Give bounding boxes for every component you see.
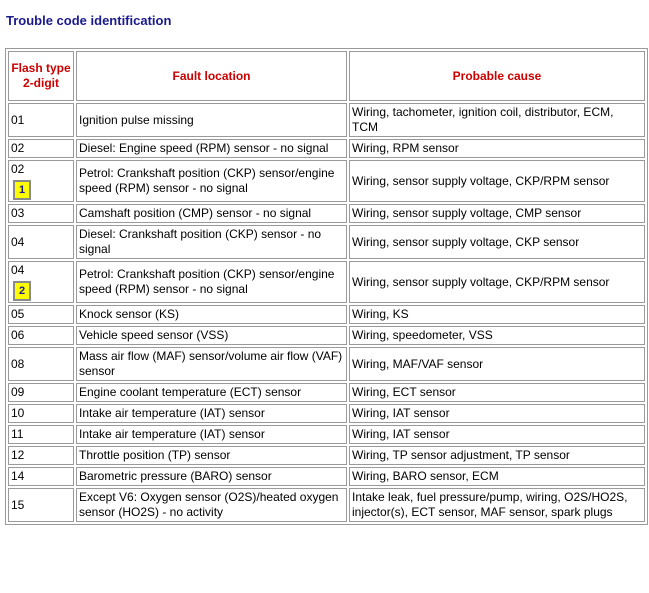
header-probable-cause: Probable cause	[349, 51, 645, 101]
flash-code: 10	[11, 406, 25, 420]
table-row	[8, 383, 645, 402]
probable-cause-cell: Wiring, sensor supply voltage, CKP/RPM sensor	[349, 160, 645, 202]
probable-cause-cell: Wiring, tachometer, ignition coil, distributor, ECM, TCM	[349, 103, 645, 137]
flash-code: 14	[11, 469, 25, 483]
header-flash-type: Flash type 2-digit	[8, 51, 74, 101]
flash-code-cell	[8, 225, 74, 259]
table-row	[8, 446, 645, 465]
table-row	[8, 160, 645, 202]
probable-cause-cell: Wiring, ECT sensor	[349, 383, 645, 402]
flash-code: 06	[11, 328, 25, 342]
table-row	[8, 103, 645, 137]
fault-location-cell: Throttle position (TP) sensor	[76, 446, 347, 465]
table-header-row	[8, 51, 645, 101]
table-row	[8, 488, 645, 522]
flash-code-cell	[8, 103, 74, 137]
table-row	[8, 425, 645, 444]
flash-code: 05	[11, 307, 25, 321]
flash-code: 11	[11, 427, 24, 441]
fault-location-cell: Except V6: Oxygen sensor (O2S)/heated oxygen sensor (HO2S) - no activity	[76, 488, 347, 522]
table-row	[8, 225, 645, 259]
fault-location-cell: Diesel: Engine speed (RPM) sensor - no signal	[76, 139, 347, 158]
flash-code: 04	[11, 263, 25, 277]
probable-cause-cell: Wiring, IAT sensor	[349, 425, 645, 444]
fault-location-cell: Camshaft position (CMP) sensor - no signal	[76, 204, 347, 223]
probable-cause-cell: Wiring, KS	[349, 305, 645, 324]
page-title: Trouble code identification	[6, 13, 172, 28]
fault-location-cell: Barometric pressure (BARO) sensor	[76, 467, 347, 486]
flash-code-cell	[8, 467, 74, 486]
flash-code: 02	[11, 162, 25, 176]
flash-code: 09	[11, 385, 25, 399]
probable-cause-cell: Intake leak, fuel pressure/pump, wiring, O2S/HO2S, injector(s), ECT sensor, MAF sensor, spark plugs	[349, 488, 645, 522]
flash-code: 03	[11, 206, 25, 220]
flash-code-cell	[8, 347, 74, 381]
flash-code-cell	[8, 261, 74, 303]
flash-code: 04	[11, 234, 25, 249]
flash-code-cell	[8, 425, 74, 444]
table-row	[8, 261, 645, 303]
table-row	[8, 305, 645, 324]
table-row	[8, 404, 645, 423]
probable-cause-cell: Wiring, RPM sensor	[349, 139, 645, 158]
probable-cause-cell: Wiring, MAF/VAF sensor	[349, 347, 645, 381]
table-row	[8, 139, 645, 158]
probable-cause-cell: Wiring, sensor supply voltage, CMP sensor	[349, 204, 645, 223]
flash-code: 15	[11, 497, 25, 512]
footnote-marker-link[interactable]: 2	[13, 281, 31, 301]
flash-code: 12	[11, 448, 25, 462]
probable-cause-cell: Wiring, speedometer, VSS	[349, 326, 645, 345]
fault-location-cell: Knock sensor (KS)	[76, 305, 347, 324]
fault-location-cell: Intake air temperature (IAT) sensor	[76, 404, 347, 423]
probable-cause-cell: Wiring, IAT sensor	[349, 404, 645, 423]
fault-location-cell: Mass air flow (MAF) sensor/volume air flow (VAF) sensor	[76, 347, 347, 381]
flash-code-cell	[8, 139, 74, 158]
footnote-marker-link[interactable]: 1	[13, 180, 31, 200]
table-row	[8, 347, 645, 381]
probable-cause-cell: Wiring, BARO sensor, ECM	[349, 467, 645, 486]
probable-cause-cell: Wiring, sensor supply voltage, CKP sensor	[349, 225, 645, 259]
flash-code: 02	[11, 141, 25, 155]
table-row	[8, 204, 645, 223]
fault-location-cell: Petrol: Crankshaft position (CKP) sensor/engine speed (RPM) sensor - no signal	[76, 160, 347, 202]
header-fault-location: Fault location	[76, 51, 347, 101]
flash-code: 08	[11, 356, 25, 371]
fault-location-cell: Ignition pulse missing	[76, 103, 347, 137]
table-row	[8, 467, 645, 486]
flash-code-cell	[8, 160, 74, 202]
fault-location-cell: Diesel: Crankshaft position (CKP) sensor - no signal	[76, 225, 347, 259]
flash-code-cell	[8, 446, 74, 465]
probable-cause-cell: Wiring, TP sensor adjustment, TP sensor	[349, 446, 645, 465]
fault-location-cell: Intake air temperature (IAT) sensor	[76, 425, 347, 444]
probable-cause-cell: Wiring, sensor supply voltage, CKP/RPM sensor	[349, 261, 645, 303]
flash-code-cell	[8, 326, 74, 345]
fault-location-cell: Vehicle speed sensor (VSS)	[76, 326, 347, 345]
flash-code-cell	[8, 204, 74, 223]
table-row	[8, 326, 645, 345]
flash-code-cell	[8, 404, 74, 423]
trouble-code-table	[5, 48, 648, 525]
flash-code-cell	[8, 383, 74, 402]
flash-code-cell	[8, 305, 74, 324]
flash-code-cell	[8, 488, 74, 522]
flash-code: 01	[11, 112, 25, 127]
fault-location-cell: Petrol: Crankshaft position (CKP) sensor/engine speed (RPM) sensor - no signal	[76, 261, 347, 303]
fault-location-cell: Engine coolant temperature (ECT) sensor	[76, 383, 347, 402]
